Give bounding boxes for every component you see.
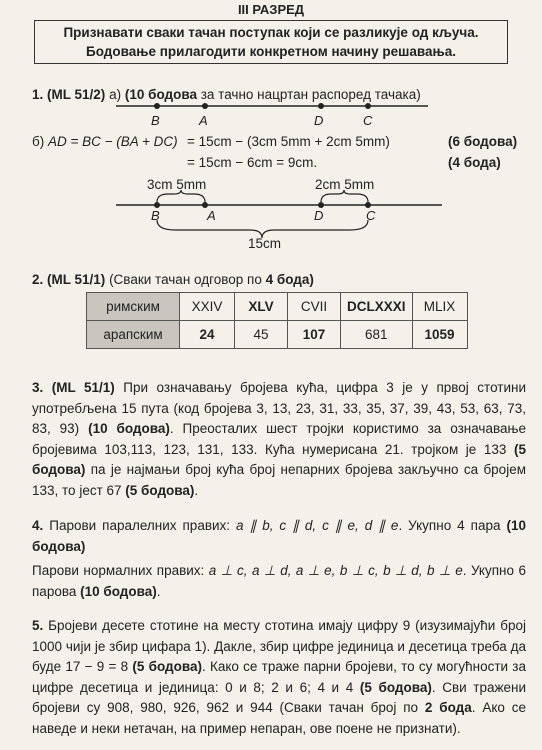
- grading-notice-box: [34, 20, 508, 64]
- task3-text-2: . Преосталих шест тројки користимо за означавање бројевима 103,113, 123, 131, 133. Кућа нумерисана 21. тројком је 133: [32, 421, 526, 457]
- task1-b-prefix: б): [32, 134, 45, 149]
- task4-parallel-pairs: a ∥ b, c ∥ d, c ∥ e, d ∥ e: [236, 518, 399, 533]
- task4-text-1: Парови паралелних правих:: [49, 518, 231, 533]
- segment-ba-label: 3cm 5mm: [147, 177, 207, 192]
- task1-number: 1.: [32, 87, 44, 102]
- point-label-c: C: [363, 113, 373, 128]
- table-row: [87, 321, 468, 349]
- point-label-d-2: D: [314, 208, 324, 223]
- point-d-dot: [318, 103, 324, 109]
- task4-text-4: . Укупно 6 парова: [32, 563, 526, 599]
- point-c-dot: [365, 103, 371, 109]
- task5-points-3: 2 бода: [424, 700, 472, 715]
- task3-text-1: При означавању бројева кућа, цифра 3 је у првој стотини употребљена 15 пута (код бројева 3, 13, 23, 31, 33, 35, 37, 39, 43, 53, 63, 73, 83, 93): [32, 380, 527, 436]
- task1-b-points-1: (6 бодова): [448, 134, 518, 149]
- task4-text-3: Парови нормалних правих:: [32, 563, 205, 578]
- point-label-b-2: B: [151, 208, 160, 223]
- table-cell: 45: [235, 321, 288, 349]
- table-cell: 24: [180, 321, 235, 349]
- task1-b-rhs: = 15cm − (3cm 5mm + 2cm 5mm): [187, 134, 390, 149]
- table-cell: XLV: [235, 293, 288, 321]
- task5-points-1: (5 бодова): [132, 659, 202, 674]
- brace-ba: [157, 190, 205, 202]
- task3-points-2: (5 бодова): [32, 441, 526, 477]
- task1-a-points: (10 бодова: [124, 87, 197, 102]
- point-label-b: B: [151, 113, 160, 128]
- task1-a-prefix: а): [109, 87, 122, 102]
- table-cell: 1059: [412, 321, 467, 349]
- row-label-arabic: арапским: [87, 321, 180, 349]
- grade-heading: III РАЗРЕД: [237, 2, 305, 17]
- task4-paragraph: [32, 516, 526, 602]
- point-label-c-2: C: [366, 208, 376, 223]
- point-line-top: [0, 100, 542, 120]
- table-cell: 681: [341, 321, 413, 349]
- task5-points-2: (5 бодова): [359, 679, 432, 695]
- task4-points-1: (10 бодова): [32, 518, 526, 554]
- task1-b-eq2: = 15cm − 6cm = 9cm.: [187, 155, 318, 170]
- task3-number: 3.: [32, 380, 44, 395]
- task2-heading: [32, 272, 314, 287]
- task5-paragraph: [32, 616, 526, 739]
- numerals-table: [86, 292, 468, 349]
- point-label-a: A: [199, 113, 208, 128]
- segment-bc-label: 15cm: [248, 236, 282, 251]
- segment-dc-label: 2cm 5mm: [315, 177, 375, 192]
- task5-text-1: Бројеви десете стотине на месту стотина имају цифру 9 (изузимајући број 1000 чији је збир цифара 1). Дакле, збир цифре јединица и десетица треба да буде 17 − 9 = 8: [32, 618, 526, 674]
- task3-text-4: .: [194, 482, 199, 498]
- task5-text-2: . Како се траже парни бројеви, то су могућности за цифре десетица и јединица: 0 и 8; 2 и 6; 4 и 4: [32, 659, 526, 695]
- task4-parallel: [32, 516, 526, 557]
- task5-number: 5.: [32, 618, 44, 633]
- point-a-dot: [202, 103, 208, 109]
- task2-number: 2.: [32, 272, 44, 287]
- task3-paragraph: [32, 378, 526, 501]
- task3-text-3: па је најмањи број кућа број непарних бројева закључно са бројем 133, то јест 67: [32, 462, 526, 498]
- table-cell: XXIV: [180, 293, 235, 321]
- task3-ref: (ML 51/1): [51, 380, 115, 395]
- point-label-a-2: A: [207, 208, 216, 223]
- task5-text-3: . Сви тражени бројеви су 908, 980, 926, 962 и 944 (Сваки тачан број по: [32, 679, 526, 715]
- task4-perpendicular: [32, 561, 526, 602]
- point-label-d: D: [314, 113, 324, 128]
- notice-line-1: Признавати сваки тачан поступак који се разликује од кључа.: [63, 25, 479, 40]
- task2-ref: (ML 51/1): [47, 272, 106, 287]
- table-cell: 107: [288, 321, 341, 349]
- task4-text-2: . Укупно 4 пара: [398, 518, 501, 533]
- task4-points-2: (10 бодова): [80, 583, 157, 599]
- brace-dc: [321, 190, 368, 202]
- task5-text-4: . Ако се наведе и неки нетачан, на пример непаран, ове поене не признати).: [32, 700, 526, 736]
- task3-points-3: (5 бодова): [125, 482, 195, 498]
- task4-perpendicular-pairs: a ⊥ c, a ⊥ d, a ⊥ e, b ⊥ c, b ⊥ d, b ⊥ e: [208, 563, 463, 578]
- point-b-dot: [154, 103, 160, 109]
- task1-b-points-2: (4 бода): [448, 155, 501, 170]
- task4-text-5: .: [156, 583, 161, 599]
- task1-a-text: за тачно нацртан распоред тачака): [200, 87, 421, 102]
- task1-ref: (ML 51/2): [47, 87, 106, 102]
- task2-intro: (Сваки тачан одговор по: [109, 272, 262, 287]
- table-cell: CVII: [288, 293, 341, 321]
- row-label-roman: римским: [87, 293, 180, 321]
- task1-b-eq1: [32, 134, 178, 149]
- table-cell: MLIX: [412, 293, 467, 321]
- table-cell: DCLXXXI: [341, 293, 413, 321]
- notice-line-2: Бодовање прилагодити конкретном начину решавања.: [86, 44, 456, 59]
- task1-b-lhs: AD = BC − (BA + DC): [48, 134, 178, 149]
- task2-intro-points: 4 бода): [265, 272, 314, 287]
- task3-points-1: (10 бодова): [88, 421, 170, 436]
- task4-number: 4.: [32, 518, 44, 533]
- table-row: [87, 293, 468, 321]
